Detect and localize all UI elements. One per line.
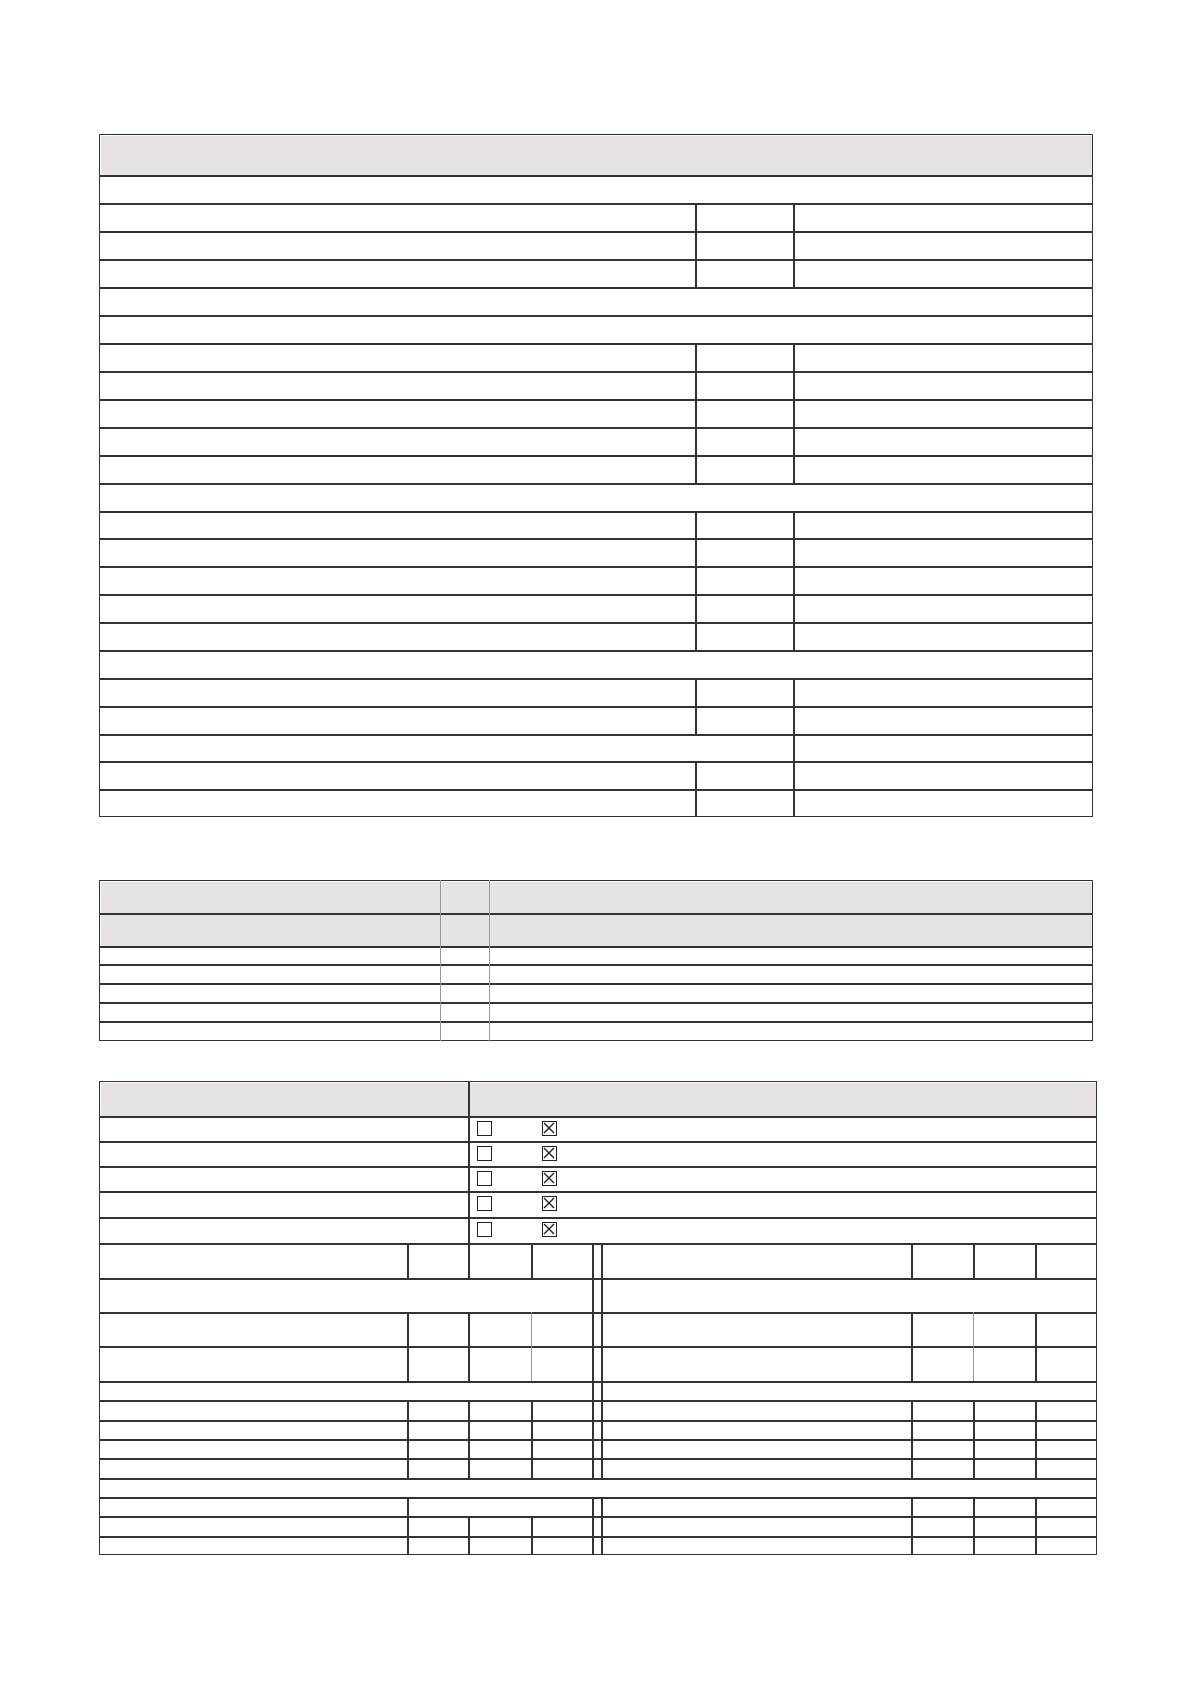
table-3-row-divider [99,1278,1097,1280]
table-3-center-divider [601,1497,603,1555]
table-3-row-divider [99,1478,1097,1480]
table-1-row-divider [99,315,1093,317]
table-2-col-divider [489,880,490,1041]
table-3-col-divider [407,1243,409,1278]
table-1-col-divider [695,203,697,287]
table-2-header-row-2 [101,915,1092,946]
empty-checkbox-icon[interactable] [477,1121,492,1136]
table-1-col-divider [793,343,795,483]
table-3-row-divider [99,1458,1097,1460]
table-3-header-row [101,1083,1096,1117]
table-3-center-divider [601,1243,603,1478]
table-3-row-divider [99,1536,1097,1538]
table-1-col-divider [695,511,697,650]
table-3-col-divider [468,1312,470,1381]
table-2-row-divider [99,946,1093,948]
empty-checkbox-icon[interactable] [477,1196,492,1211]
table-1-title-bar [101,136,1092,176]
crossed-checkbox-icon[interactable] [542,1196,557,1211]
table-3-row-divider [99,1439,1097,1441]
table-1-row-divider [99,789,1093,791]
table-3-col-divider [1035,1243,1037,1278]
table-1-title-divider [99,175,1093,177]
table-2-header-row-1 [101,882,1092,914]
table-3-row-divider [99,1312,1097,1314]
table-3-col-divider [973,1243,975,1278]
table-3-row-divider [99,1346,1097,1348]
table-1-row-divider [99,511,1093,513]
table-1-col-divider [695,761,697,817]
table-1-row-divider [99,399,1093,401]
table-3-col-divider [911,1312,913,1381]
table-3-col-divider [911,1497,913,1555]
table-3-col-divider [531,1400,533,1478]
table-1-row-divider [99,622,1093,624]
table-1-row-divider [99,678,1093,680]
table-2-row-divider [99,1002,1093,1004]
table-3-col-divider [531,1243,533,1278]
table-2-row-divider [99,983,1093,985]
table-1-row-divider [99,761,1093,763]
table-3-row-divider [99,1497,1097,1499]
table-3-center-divider [592,1243,594,1478]
table-3-col-divider [531,1516,533,1555]
table-1-col-divider [695,343,697,483]
crossed-checkbox-icon[interactable] [542,1171,557,1186]
table-3-col-divider [1035,1312,1037,1381]
table-3-row-divider [99,1191,1097,1193]
table-3-row-divider [99,1217,1097,1219]
table-3-col-divider [531,1312,532,1381]
table-3-col-divider [911,1243,913,1278]
table-3-col-divider [468,1516,470,1555]
table-1-row-divider [99,287,1093,289]
table-3-col-divider [973,1400,975,1478]
table-1-row-divider [99,203,1093,205]
table-3-row-divider [99,1166,1097,1168]
table-3-row-divider [99,1420,1097,1422]
table-3-col-divider [911,1400,913,1478]
table-1-col-divider [793,511,795,650]
table-1-row-divider [99,538,1093,540]
table-2-row-divider [99,1021,1093,1023]
table-3-col-divider [973,1312,974,1381]
table-1-col-divider [793,678,795,817]
table-1-col-divider [793,203,795,287]
table-3-center-divider [592,1497,594,1555]
table-3-row-divider [99,1243,1097,1245]
table-3-col-divider [468,1400,470,1478]
crossed-checkbox-icon[interactable] [542,1146,557,1161]
table-2-row-divider [99,913,1093,915]
table-1-row-divider [99,259,1093,261]
table-3-col-divider [468,1081,470,1243]
crossed-checkbox-icon[interactable] [542,1121,557,1136]
table-1-row-divider [99,371,1093,373]
table-3-col-divider [468,1243,470,1278]
table-3-row-divider [99,1116,1097,1118]
table-3-col-divider [407,1400,409,1478]
table-1-row-divider [99,706,1093,708]
table-3-col-divider [1035,1497,1037,1555]
table-2-row-divider [99,964,1093,966]
table-1 [99,134,1093,817]
empty-checkbox-icon[interactable] [477,1146,492,1161]
table-3-col-divider [973,1497,975,1555]
table-3-row-divider [99,1516,1097,1518]
table-1-row-divider [99,343,1093,345]
table-1-row-divider [99,427,1093,429]
empty-checkbox-icon[interactable] [477,1171,492,1186]
table-3-row-divider [99,1381,1097,1383]
table-1-row-divider [99,455,1093,457]
table-3-col-divider [1035,1400,1037,1478]
table-1-row-divider [99,231,1093,233]
table-1-row-divider [99,483,1093,485]
table-1-row-divider [99,650,1093,652]
table-1-row-divider [99,734,1093,736]
table-1-row-divider [99,566,1093,568]
empty-checkbox-icon[interactable] [477,1222,492,1237]
table-2-col-divider [440,880,441,1041]
table-3-row-divider [99,1141,1097,1143]
table-3-col-divider [407,1312,409,1381]
table-1-row-divider [99,594,1093,596]
table-3 [99,1081,1097,1555]
crossed-checkbox-icon[interactable] [542,1222,557,1237]
table-3-row-divider [99,1400,1097,1402]
table-3-col-divider [407,1497,409,1555]
table-1-col-divider [695,678,697,734]
